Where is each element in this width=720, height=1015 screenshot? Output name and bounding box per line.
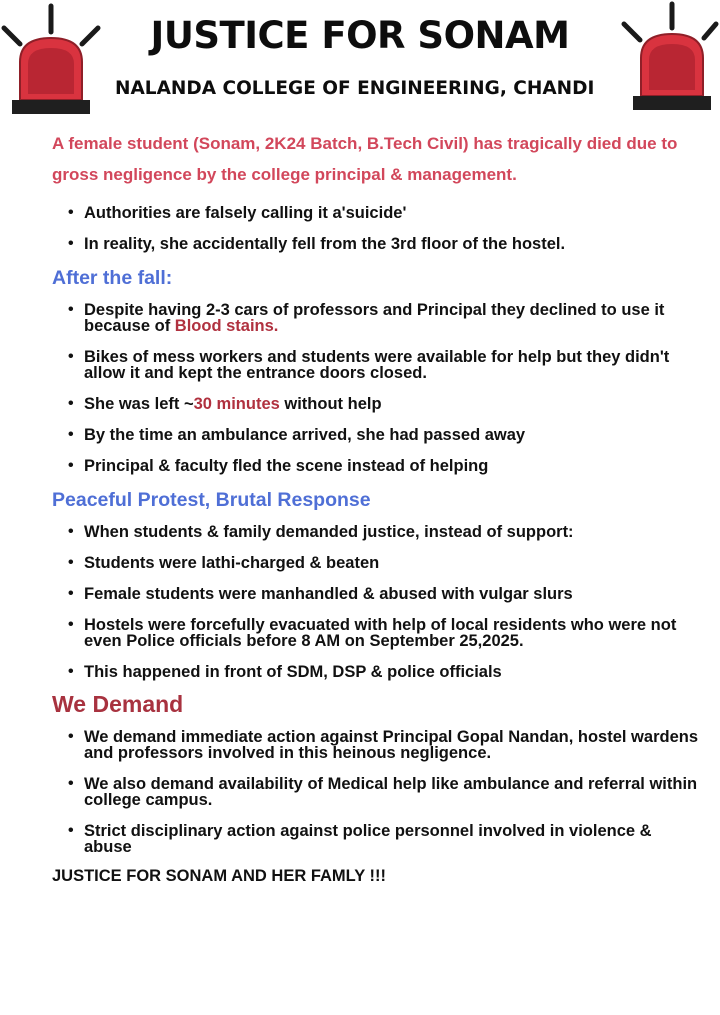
section-heading-after-fall: After the fall: <box>52 267 173 289</box>
demand-list <box>52 724 702 860</box>
list-item: • When students & family demanded justice, instead of support: <box>68 523 574 541</box>
list-item: • We demand immediate action against Principal Gopal Nandan, hostel wardens and professors involved in this heinous negligence. <box>68 728 699 762</box>
list-item: • We also demand availability of Medical help like ambulance and referral within college campus. <box>68 775 698 809</box>
list-item: • In reality, she accidentally fell from the 3rd floor of the hostel. <box>68 235 566 253</box>
list-item: • Female students were manhandled & abused with vulgar slurs <box>68 585 573 603</box>
protest-list <box>52 519 702 685</box>
section-heading-demand: We Demand <box>52 691 184 717</box>
page-subtitle: NALANDA COLLEGE OF ENGINEERING, CHANDI <box>115 78 595 99</box>
list-item: • Strict disciplinary action against police personnel involved in violence & abuse <box>68 822 652 856</box>
intro-text: A female student (Sonam, 2K24 Batch, B.Tech Civil) has tragically died due to gross negligence by the college principal & management. <box>52 134 678 184</box>
list-item: • Students were lathi-charged & beaten <box>68 554 380 572</box>
page-title: JUSTICE FOR SONAM <box>150 14 570 57</box>
list-item: • Authorities are falsely calling it a'suicide' <box>68 204 407 222</box>
highlight-text: 30 minutes <box>193 395 280 413</box>
list-item: • She was left ~30 minutes without help <box>68 395 382 413</box>
after-fall-list <box>52 297 702 479</box>
highlight-text: Blood stains. <box>174 317 279 335</box>
list-item: • Principal & faculty fled the scene instead of helping <box>68 457 489 475</box>
intro-list <box>52 200 702 257</box>
list-item: • By the time an ambulance arrived, she had passed away <box>68 426 526 444</box>
list-item: • Bikes of mess workers and students were available for help but they didn't allow it and kept the entrance doors closed. <box>68 348 670 382</box>
closing-statement: JUSTICE FOR SONAM AND HER FAMLY !!! <box>52 867 386 885</box>
list-item: • This happened in front of SDM, DSP & police officials <box>68 663 502 681</box>
main-content <box>52 128 702 886</box>
section-heading-protest: Peaceful Protest, Brutal Response <box>52 489 371 511</box>
list-item: • Despite having 2-3 cars of professors and Principal they declined to use it because of Blood stains. <box>68 301 665 335</box>
list-item: • Hostels were forcefully evacuated with help of local residents who were not even Police officials before 8 AM on September 25,2025. <box>68 616 677 650</box>
